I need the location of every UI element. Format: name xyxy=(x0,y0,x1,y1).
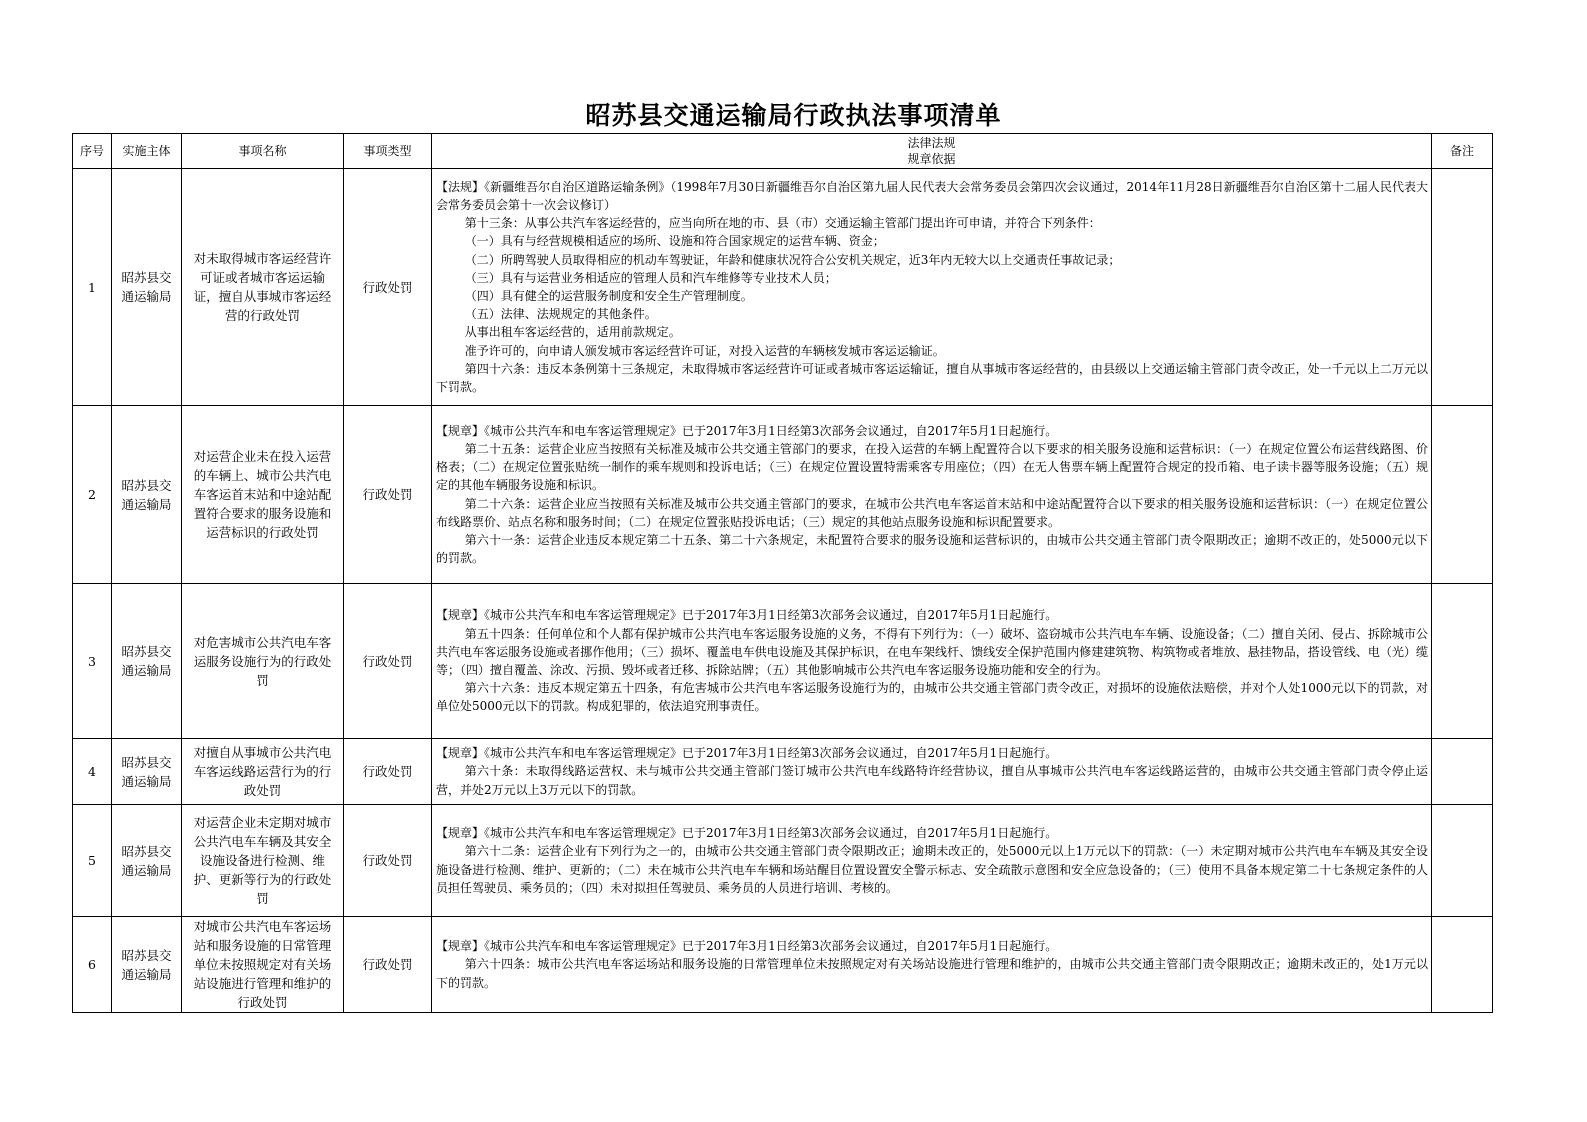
cell-item-name: 对未取得城市客运经营许可证或者城市客运运输证，擅自从事城市客运经营的行政处罚 xyxy=(182,169,344,406)
legal-basis-paragraph: 第二十五条：运营企业应当按照有关标准及城市公共交通主管部门的要求，在投入运营的车辆上配置符合以下要求的相关服务设施和运营标识：（一）在规定位置公布运营线路图、价格表；（二）在规定位置张贴统一制作的乘车规则和投诉电话；（三）在规定位置设置特需乘客专用座位；（四）在无人售票车辆上配置符合规定的投币箱、电子读卡器等服务设施；（五）规定的其他车辆服务设施和标识。 xyxy=(436,441,1428,493)
cell-subject: 昭苏县交通运输局 xyxy=(112,169,182,406)
enforcement-items-table xyxy=(72,133,1493,1013)
cell-item-name: 对危害城市公共汽电车客运服务设施行为的行政处罚 xyxy=(182,584,344,739)
cell-remark xyxy=(1432,584,1493,739)
legal-basis-paragraph: （一）具有与经营规模相适应的场所、设施和符合国家规定的运营车辆、资金； xyxy=(464,234,885,249)
cell-legal-basis xyxy=(432,406,1432,584)
legal-basis-paragraph: （四）具有健全的运营服务制度和安全生产管理制度。 xyxy=(464,289,753,303)
header-item-name: 事项名称 xyxy=(182,134,344,169)
legal-basis-paragraph: 第六十条：未取得线路运营权、未与城市公共交通主管部门签订城市公共汽电车线路特许经营协议，擅自从事城市公共汽电车客运线路运营的，由城市公共交通主管部门责令停止运营，并处2万元以上3万元以下的罚款。 xyxy=(436,764,1428,797)
legal-basis-paragraph: 【法规】《新疆维吾尔自治区道路运输条例》（1998年7月30日新疆维吾尔自治区第九届人民代表大会常务委员会第四次会议通过，2014年11月28日新疆维吾尔自治区第十二届人民代表大会常务委员会第十一次会议修订） xyxy=(436,179,1428,212)
legal-basis-paragraph: （五）法律、法规规定的其他条件。 xyxy=(464,307,657,322)
table-header-row xyxy=(73,134,1493,169)
legal-basis-paragraph: 【规章】《城市公共汽车和电车客运管理规定》已于2017年3月1日经第3次部务会议通过，自2017年5月1日起施行。 xyxy=(436,746,1058,761)
legal-basis-paragraph: 第四十六条：违反本条例第十三条规定，未取得城市客运经营许可证或者城市客运运输证，擅自从事城市客运经营的，由县级以上交通运输主管部门责令改正，处一千元以上二万元以下罚款。 xyxy=(436,361,1428,395)
legal-basis-paragraph: 从事出租车客运经营的，适用前款规定。 xyxy=(464,325,681,340)
cell-item-type: 行政处罚 xyxy=(344,169,432,406)
cell-subject: 昭苏县交通运输局 xyxy=(112,917,182,1013)
cell-seq: 5 xyxy=(73,805,112,917)
page-title: 昭苏县交通运输局行政执法事项清单 xyxy=(585,101,1002,130)
cell-subject: 昭苏县交通运输局 xyxy=(112,584,182,739)
legal-basis-paragraph: 第六十二条：运营企业有下列行为之一的，由城市公共交通主管部门责令限期改正；逾期未改正的，处5000元以上1万元以下的罚款：（一）未定期对城市公共汽电车车辆及其安全设施设备进行检测、维护、更新的；（二）未在城市公共汽电车车辆和场站醒目位置设置安全警示标志、安全疏散示意图和安全应急设备的；（三）使用不具备本规定第二十七条规定条件的人员担任驾驶员、乘务员的；（四）未对拟担任驾驶员、乘务员的人员进行培训、考核的。 xyxy=(436,844,1428,895)
header-item-type: 事项类型 xyxy=(344,134,432,169)
cell-legal-basis xyxy=(432,917,1432,1013)
legal-basis-paragraph: 第六十六条：违反本规定第五十四条，有危害城市公共汽电车客运服务设施行为的，由城市公共交通主管部门责令改正，对损坏的设施依法赔偿，并对个人处1000元以下的罚款，对单位处5000元以下的罚款。构成犯罪的，依法追究刑事责任。 xyxy=(436,681,1428,714)
cell-subject: 昭苏县交通运输局 xyxy=(112,739,182,805)
table-row xyxy=(73,739,1493,805)
cell-legal-basis xyxy=(432,805,1432,917)
cell-remark xyxy=(1432,917,1493,1013)
cell-item-type: 行政处罚 xyxy=(344,406,432,584)
cell-seq: 3 xyxy=(73,584,112,739)
legal-basis-paragraph: 第六十四条：城市公共汽电车客运场站和服务设施的日常管理单位未按照规定对有关场站设施进行管理和维护的，由城市公共交通主管部门责令限期改正；逾期未改正的，处1万元以下的罚款。 xyxy=(436,957,1428,990)
legal-basis-paragraph: （三）具有与运营业务相适应的管理人员和汽车维修等专业技术人员； xyxy=(464,270,837,285)
cell-subject: 昭苏县交通运输局 xyxy=(112,406,182,584)
cell-item-name: 对擅自从事城市公共汽电车客运线路运营行为的行政处罚 xyxy=(182,739,344,805)
legal-basis-paragraph: 第二十六条：运营企业应当按照有关标准及城市公共交通主管部门的要求，在城市公共汽电车客运首末站和中途站配置符合以下要求的相关服务设施和运营标识：（一）在规定位置公布线路票价、站点名称和服务时间；（二）在规定位置张贴投诉电话；（三）规定的其他站点服务设施和标识配置要求。 xyxy=(436,496,1428,529)
legal-basis-paragraph: 第五十四条：任何单位和个人都有保护城市公共汽电车客运服务设施的义务，不得有下列行为：（一）破坏、盗窃城市公共汽电车车辆、设施设备；（二）擅自关闭、侵占、拆除城市公共汽电车客运服务设施或者挪作他用；（三）损坏、覆盖电车供电设施及其保护标识，在电车架线杆、馈线安全保护范围内修建建筑物、构筑物或者堆放、悬挂物品，搭设管线、电（光）缆等；（四）擅自覆盖、涂改、污损、毁坏或者迁移、拆除站牌；（五）其他影响城市公共汽电车客运服务设施功能和安全的行为。 xyxy=(436,626,1428,677)
legal-basis-paragraph: 第十三条：从事公共汽车客运经营的，应当向所在地的市、县（市）交通运输主管部门提出许可申请，并符合下列条件： xyxy=(464,216,1101,231)
header-legal-basis-line1: 法律法规 xyxy=(907,136,956,150)
header-seq: 序号 xyxy=(73,134,112,169)
cell-legal-basis xyxy=(432,169,1432,406)
header-legal-basis xyxy=(432,134,1432,169)
table-row xyxy=(73,406,1493,584)
cell-item-type: 行政处罚 xyxy=(344,584,432,739)
header-subject: 实施主体 xyxy=(112,134,182,169)
cell-item-name: 对运营企业未定期对城市公共汽电车车辆及其安全设施设备进行检测、维护、更新等行为的行政处罚 xyxy=(182,805,344,917)
legal-basis-paragraph: 【规章】《城市公共汽车和电车客运管理规定》已于2017年3月1日经第3次部务会议通过，自2017年5月1日起施行。 xyxy=(436,826,1058,841)
legal-basis-paragraph: 【规章】《城市公共汽车和电车客运管理规定》已于2017年3月1日经第3次部务会议通过，自2017年5月1日起施行。 xyxy=(436,939,1058,954)
table-body xyxy=(73,169,1493,1013)
cell-item-name: 对运营企业未在投入运营的车辆上、城市公共汽电车客运首末站和中途站配置符合要求的服务设施和运营标识的行政处罚 xyxy=(182,406,344,584)
cell-remark xyxy=(1432,739,1493,805)
legal-basis-paragraph: 【规章】《城市公共汽车和电车客运管理规定》已于2017年3月1日经第3次部务会议通过，自2017年5月1日起施行。 xyxy=(436,423,1058,438)
cell-item-type: 行政处罚 xyxy=(344,805,432,917)
cell-item-type: 行政处罚 xyxy=(344,917,432,1013)
table-row xyxy=(73,917,1493,1013)
table-row xyxy=(73,169,1493,406)
cell-seq: 6 xyxy=(73,917,112,1013)
legal-basis-paragraph: （二）所聘驾驶人员取得相应的机动车驾驶证，年龄和健康状况符合公安机关规定，近3年内无较大以上交通责任事故记录； xyxy=(464,252,1121,267)
legal-basis-paragraph: 【规章】《城市公共汽车和电车客运管理规定》已于2017年3月1日经第3次部务会议通过，自2017年5月1日起施行。 xyxy=(436,608,1058,623)
cell-item-name: 对城市公共汽电车客运场站和服务设施的日常管理单位未按照规定对有关场站设施进行管理和维护的行政处罚 xyxy=(182,917,344,1013)
legal-basis-paragraph: 准予许可的，向申请人颁发城市客运经营许可证，对投入运营的车辆核发城市客运运输证。 xyxy=(464,343,945,358)
cell-subject: 昭苏县交通运输局 xyxy=(112,805,182,917)
cell-legal-basis xyxy=(432,584,1432,739)
table-row xyxy=(73,584,1493,739)
cell-seq: 1 xyxy=(73,169,112,406)
cell-seq: 4 xyxy=(73,739,112,805)
cell-remark xyxy=(1432,169,1493,406)
legal-basis-paragraph: 第六十一条：运营企业违反本规定第二十五条、第二十六条规定，未配置符合要求的服务设施和运营标识的，由城市公共交通主管部门责令限期改正；逾期不改正的，处5000元以下的罚款。 xyxy=(436,532,1428,566)
cell-legal-basis xyxy=(432,739,1432,805)
table-row xyxy=(73,805,1493,917)
header-legal-basis-line2: 规章依据 xyxy=(907,152,956,166)
cell-seq: 2 xyxy=(73,406,112,584)
header-remark: 备注 xyxy=(1432,134,1493,169)
cell-remark xyxy=(1432,805,1493,917)
cell-item-type: 行政处罚 xyxy=(344,739,432,805)
cell-remark xyxy=(1432,406,1493,584)
